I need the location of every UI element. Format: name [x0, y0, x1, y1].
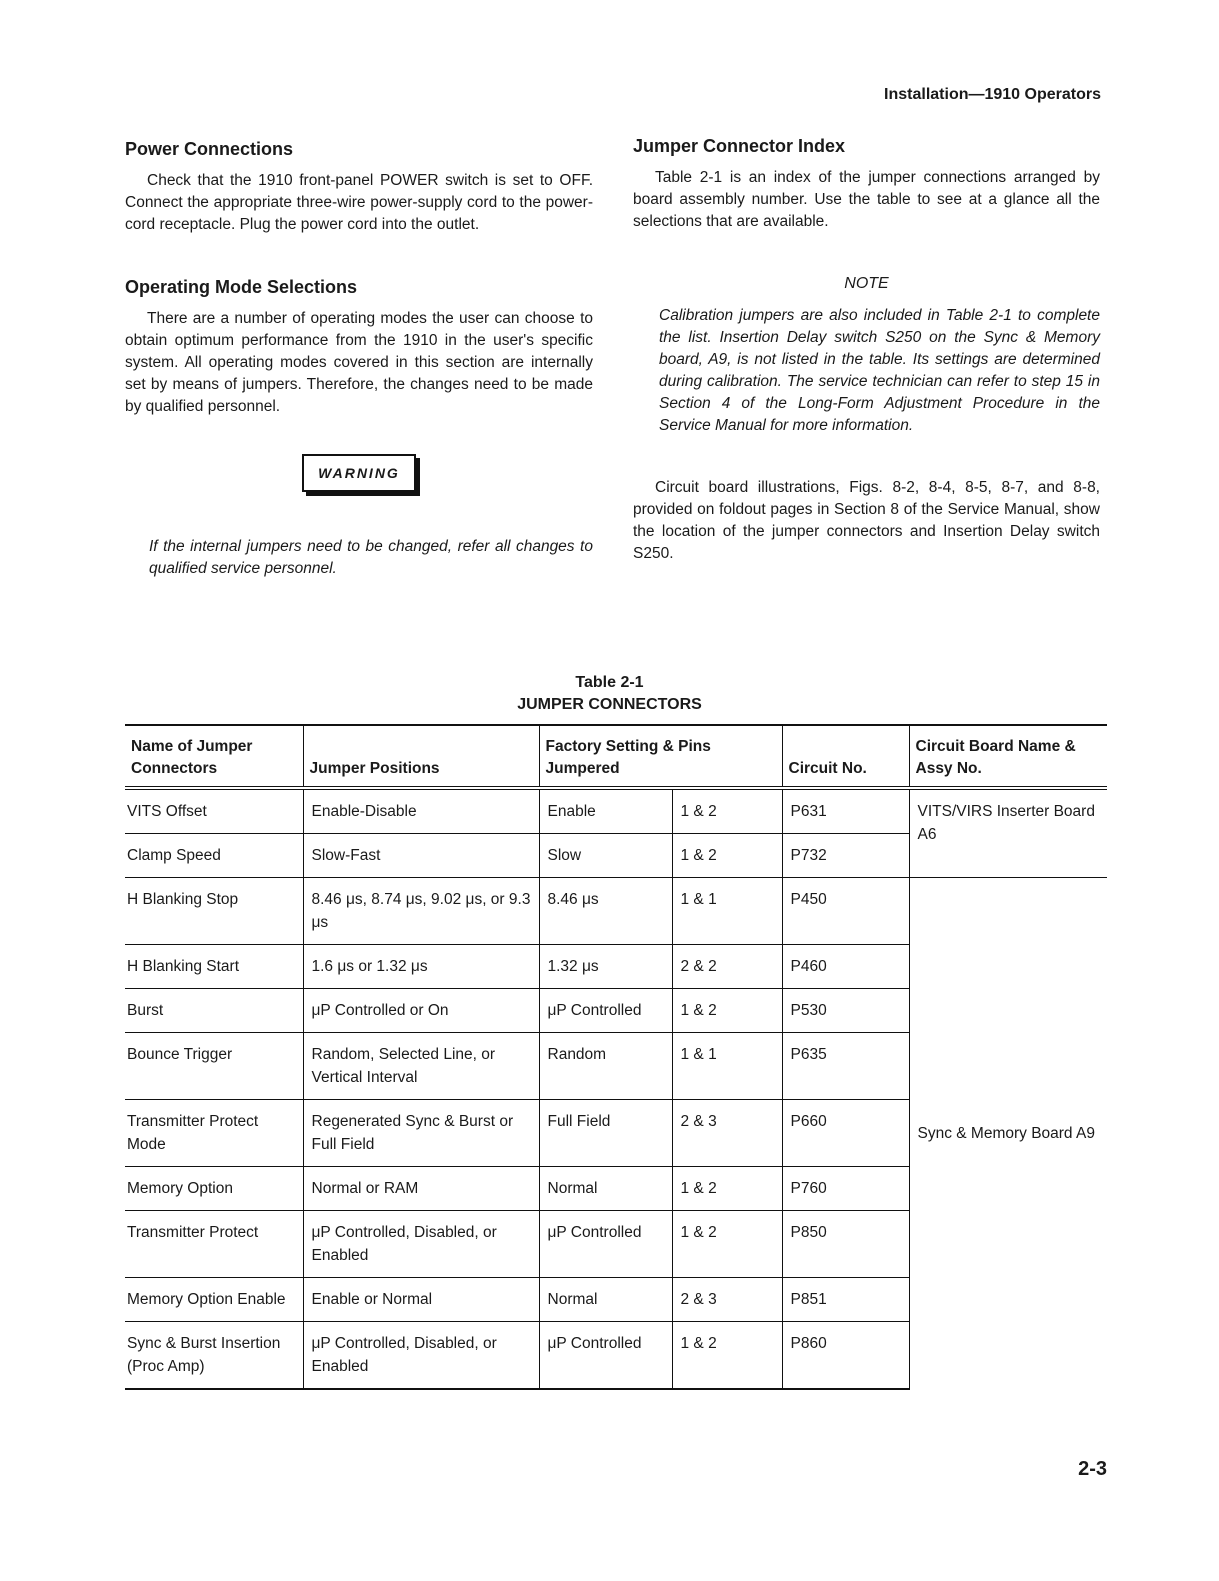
- cell-name: VITS Offset: [125, 788, 303, 834]
- jumper-connectors-table: [125, 724, 1107, 1390]
- cell-circuit: P530: [782, 989, 909, 1033]
- cell-name: Bounce Trigger: [125, 1033, 303, 1100]
- cell-circuit: P631: [782, 788, 909, 834]
- power-connections-heading: Power Connections: [125, 139, 294, 159]
- illustration-text: Circuit board illustrations, Figs. 8-2, 8-4, 8-5, 8-7, and 8-8, provided on foldout pages in Section 8 of the Service Manual, show the location of the jumper connectors and Insertion Delay switch S250.: [633, 479, 1100, 562]
- cell-positions: Slow-Fast: [303, 834, 539, 878]
- table-row: [125, 878, 1107, 945]
- page-number: 2-3: [1078, 1458, 1107, 1480]
- cell-setting: μP Controlled: [539, 989, 672, 1033]
- cell-pins: 2 & 3: [672, 1100, 782, 1167]
- cell-circuit: P660: [782, 1100, 909, 1167]
- power-connections-text: Check that the 1910 front-panel POWER switch is set to OFF. Connect the appropriate three-wire power-supply cord to the power-cord receptacle. Plug the power cord into the outlet.: [125, 172, 593, 233]
- cell-pins: 1 & 2: [672, 1167, 782, 1211]
- cell-circuit: P851: [782, 1278, 909, 1322]
- cell-circuit: P760: [782, 1167, 909, 1211]
- left-column: [125, 138, 593, 580]
- warning-badge: WARNING: [302, 454, 416, 492]
- running-title: Installation—1910 Operators: [884, 86, 1101, 103]
- cell-positions: μP Controlled or On: [303, 989, 539, 1033]
- warning-container: [125, 454, 593, 492]
- cell-pins: 1 & 2: [672, 1211, 782, 1278]
- cell-setting: Slow: [539, 834, 672, 878]
- operating-mode-text: There are a number of operating modes the user can choose to obtain optimum performance from the 1910 in the user's specific system. All operating modes covered in this section are internally set by means of jumpers. Therefore, the changes need to be made by qualified personnel.: [125, 310, 593, 415]
- cell-pins: 1 & 2: [672, 989, 782, 1033]
- cell-circuit: P850: [782, 1211, 909, 1278]
- table-header-row: [125, 725, 1107, 788]
- cell-board-vits: VITS/VIRS Inserter Board A6: [909, 788, 1107, 878]
- cell-circuit: P635: [782, 1033, 909, 1100]
- cell-positions: μP Controlled, Disabled, or Enabled: [303, 1322, 539, 1390]
- table-number: Table 2-1: [575, 674, 644, 691]
- note-text: Calibration jumpers are also included in Table 2-1 to complete the list. Insertion Delay switch S250 on the Sync & Memory board, A9, is not listed in the table. Its settings are determined during calibration. The service technician can refer to step 15 in Section 4 of the Long-Form Adjustment Procedure in the Service Manual for more information.: [659, 307, 1100, 434]
- warning-text: If the internal jumpers need to be changed, refer all changes to qualified service personnel.: [149, 538, 593, 577]
- cell-name: H Blanking Stop: [125, 878, 303, 945]
- cell-name: Memory Option Enable: [125, 1278, 303, 1322]
- cell-setting: Enable: [539, 788, 672, 834]
- jumper-index-text: Table 2-1 is an index of the jumper connections arranged by board assembly number. Use the table to see at a glance all the selections that are available.: [633, 169, 1100, 230]
- cell-pins: 2 & 2: [672, 945, 782, 989]
- jumper-index-heading: Jumper Connector Index: [633, 136, 846, 156]
- cell-name: Memory Option: [125, 1167, 303, 1211]
- cell-board-sync: Sync & Memory Board A9: [909, 878, 1107, 1390]
- header-name: Name of Jumper Connectors: [125, 725, 303, 788]
- cell-setting: Normal: [539, 1167, 672, 1211]
- cell-positions: 1.6 μs or 1.32 μs: [303, 945, 539, 989]
- cell-pins: 1 & 2: [672, 1322, 782, 1390]
- cell-positions: 8.46 μs, 8.74 μs, 9.02 μs, or 9.3 μs: [303, 878, 539, 945]
- cell-pins: 2 & 3: [672, 1278, 782, 1322]
- table-row: [125, 788, 1107, 834]
- cell-setting: μP Controlled: [539, 1211, 672, 1278]
- table-caption: [0, 672, 1219, 716]
- operating-mode-heading: Operating Mode Selections: [125, 277, 358, 297]
- cell-positions: Enable or Normal: [303, 1278, 539, 1322]
- cell-setting: 1.32 μs: [539, 945, 672, 989]
- cell-positions: μP Controlled, Disabled, or Enabled: [303, 1211, 539, 1278]
- header-factory-setting: Factory Setting & Pins Jumpered: [539, 725, 782, 788]
- cell-name: Transmitter Protect: [125, 1211, 303, 1278]
- cell-pins: 1 & 1: [672, 878, 782, 945]
- note-title: NOTE: [844, 275, 889, 292]
- cell-name: Sync & Burst Insertion (Proc Amp): [125, 1322, 303, 1390]
- header-board: Circuit Board Name & Assy No.: [909, 725, 1107, 788]
- header-positions: Jumper Positions: [303, 725, 539, 788]
- cell-positions: Regenerated Sync & Burst or Full Field: [303, 1100, 539, 1167]
- cell-name: Transmitter Protect Mode: [125, 1100, 303, 1167]
- cell-name: H Blanking Start: [125, 945, 303, 989]
- cell-pins: 1 & 1: [672, 1033, 782, 1100]
- cell-circuit: P860: [782, 1322, 909, 1390]
- cell-name: Clamp Speed: [125, 834, 303, 878]
- header-circuit: Circuit No.: [782, 725, 909, 788]
- cell-setting: Normal: [539, 1278, 672, 1322]
- right-column: [633, 135, 1100, 565]
- cell-positions: Enable-Disable: [303, 788, 539, 834]
- table-title: JUMPER CONNECTORS: [517, 696, 702, 713]
- cell-setting: 8.46 μs: [539, 878, 672, 945]
- cell-pins: 1 & 2: [672, 834, 782, 878]
- cell-pins: 1 & 2: [672, 788, 782, 834]
- cell-circuit: P450: [782, 878, 909, 945]
- cell-circuit: P460: [782, 945, 909, 989]
- cell-setting: Random: [539, 1033, 672, 1100]
- cell-positions: Random, Selected Line, or Vertical Interval: [303, 1033, 539, 1100]
- cell-circuit: P732: [782, 834, 909, 878]
- cell-setting: μP Controlled: [539, 1322, 672, 1390]
- cell-setting: Full Field: [539, 1100, 672, 1167]
- cell-positions: Normal or RAM: [303, 1167, 539, 1211]
- cell-name: Burst: [125, 989, 303, 1033]
